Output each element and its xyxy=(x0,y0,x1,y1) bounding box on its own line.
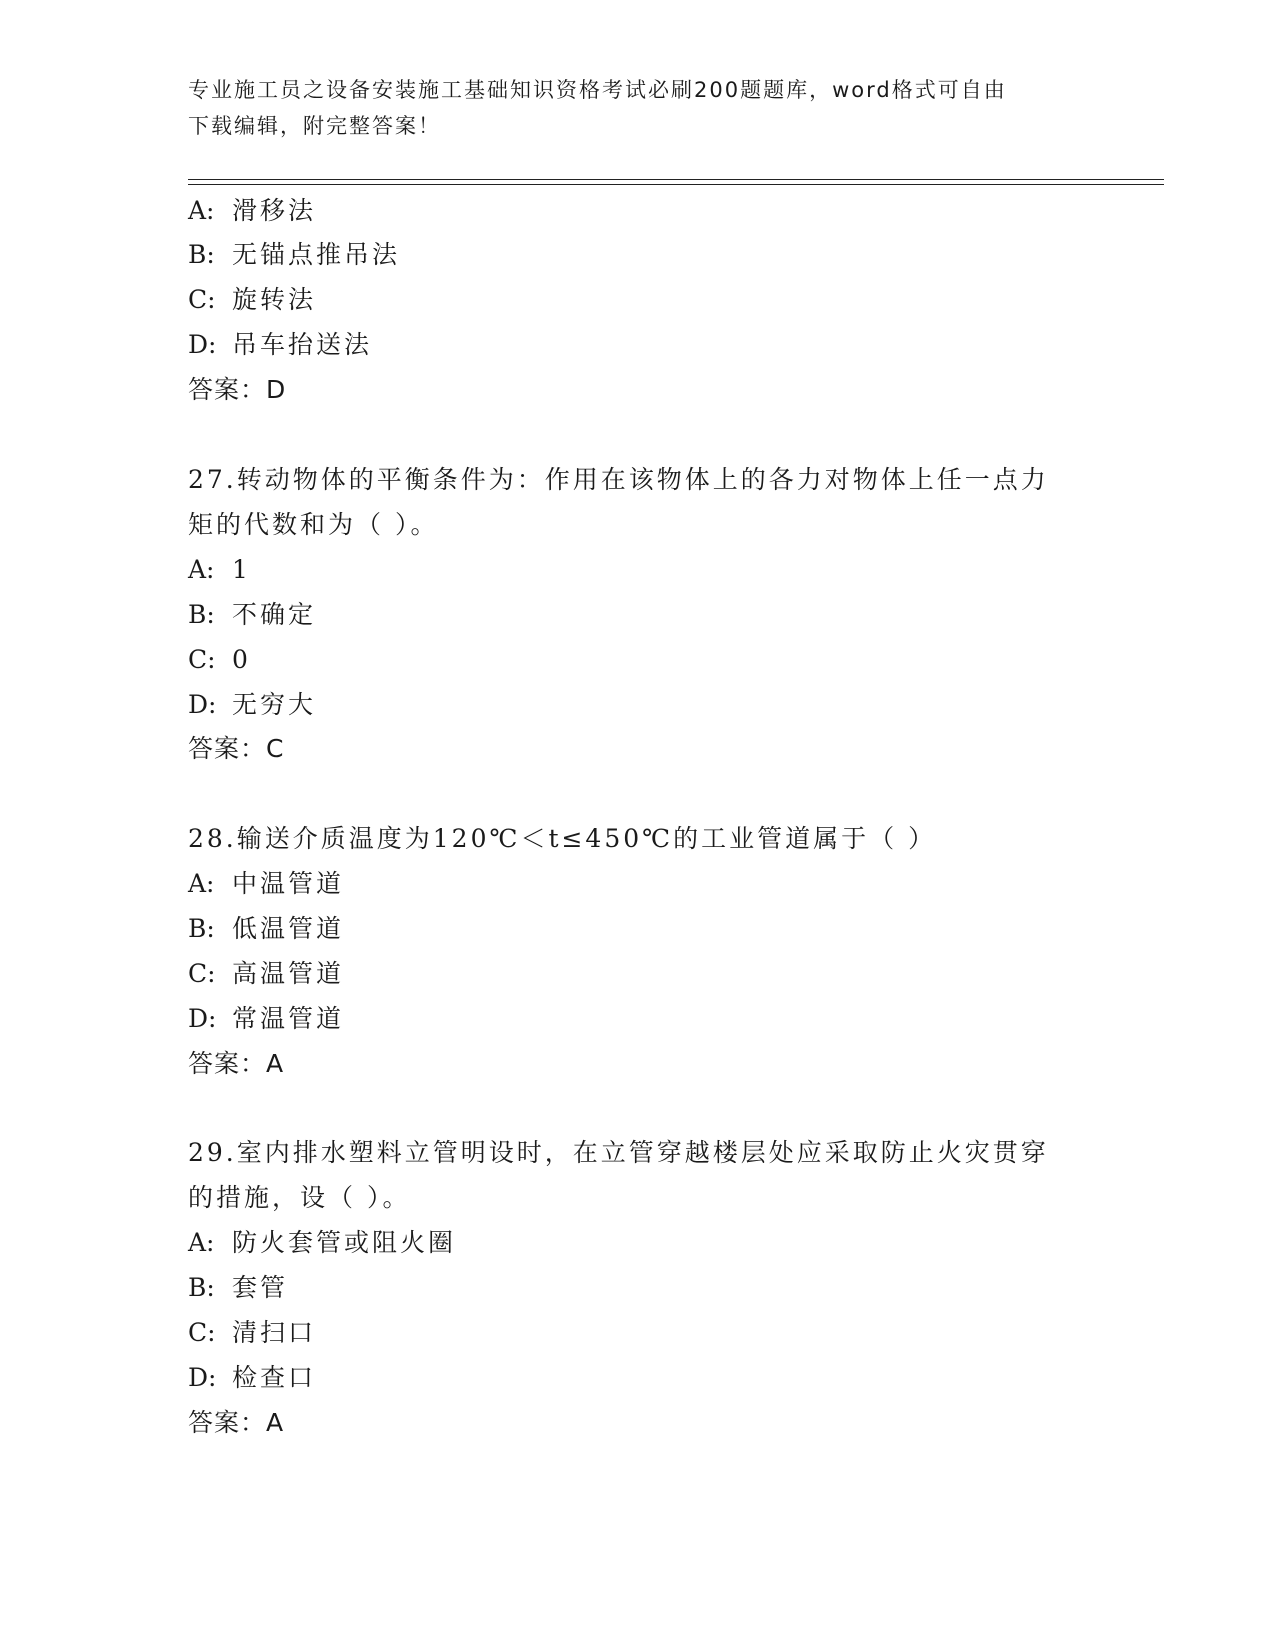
option-b: B: 不确定 xyxy=(188,600,317,629)
option-a: A: 滑移法 xyxy=(188,196,317,225)
header-divider-top xyxy=(188,179,1164,180)
option-d: D: 常温管道 xyxy=(188,1004,345,1033)
question-stem: 28.输送介质温度为120℃＜t≤450℃的工业管道属于（ ） xyxy=(188,824,937,853)
question-stem: 29.室内排水塑料立管明设时，在立管穿越楼层处应采取防止火灾贯穿 xyxy=(188,1138,1049,1167)
option-b: B: 无锚点推吊法 xyxy=(188,240,401,269)
question-stem: 27.转动物体的平衡条件为：作用在该物体上的各力对物体上任一点力 xyxy=(188,465,1049,494)
document-header xyxy=(188,72,1088,144)
option-b: B: 套管 xyxy=(188,1273,289,1302)
option-c: C: 高温管道 xyxy=(188,959,345,988)
question-stem: 矩的代数和为（ ）。 xyxy=(188,510,439,539)
answer-line: 答案：C xyxy=(188,734,285,763)
option-c: C: 0 xyxy=(188,645,251,674)
option-a: A: 防火套管或阻火圈 xyxy=(188,1228,457,1257)
answer-line: 答案：A xyxy=(188,1049,285,1078)
option-d: D: 无穷大 xyxy=(188,690,317,719)
option-a: A: 1 xyxy=(188,555,251,584)
header-line-1: 专业施工员之设备安装施工基础知识资格考试必刷200题题库，word格式可自由 xyxy=(188,78,1007,102)
option-c: C: 清扫口 xyxy=(188,1318,317,1347)
answer-line: 答案：A xyxy=(188,1408,285,1437)
header-line-2: 下载编辑，附完整答案！ xyxy=(188,114,441,138)
option-c: C: 旋转法 xyxy=(188,285,317,314)
question-stem: 的措施，设（ ）。 xyxy=(188,1183,411,1212)
option-d: D: 吊车抬送法 xyxy=(188,330,373,359)
option-b: B: 低温管道 xyxy=(188,914,345,943)
option-d: D: 检查口 xyxy=(188,1363,317,1392)
header-divider-bottom xyxy=(188,184,1164,185)
option-a: A: 中温管道 xyxy=(188,869,345,898)
answer-line: 答案：D xyxy=(188,375,287,404)
